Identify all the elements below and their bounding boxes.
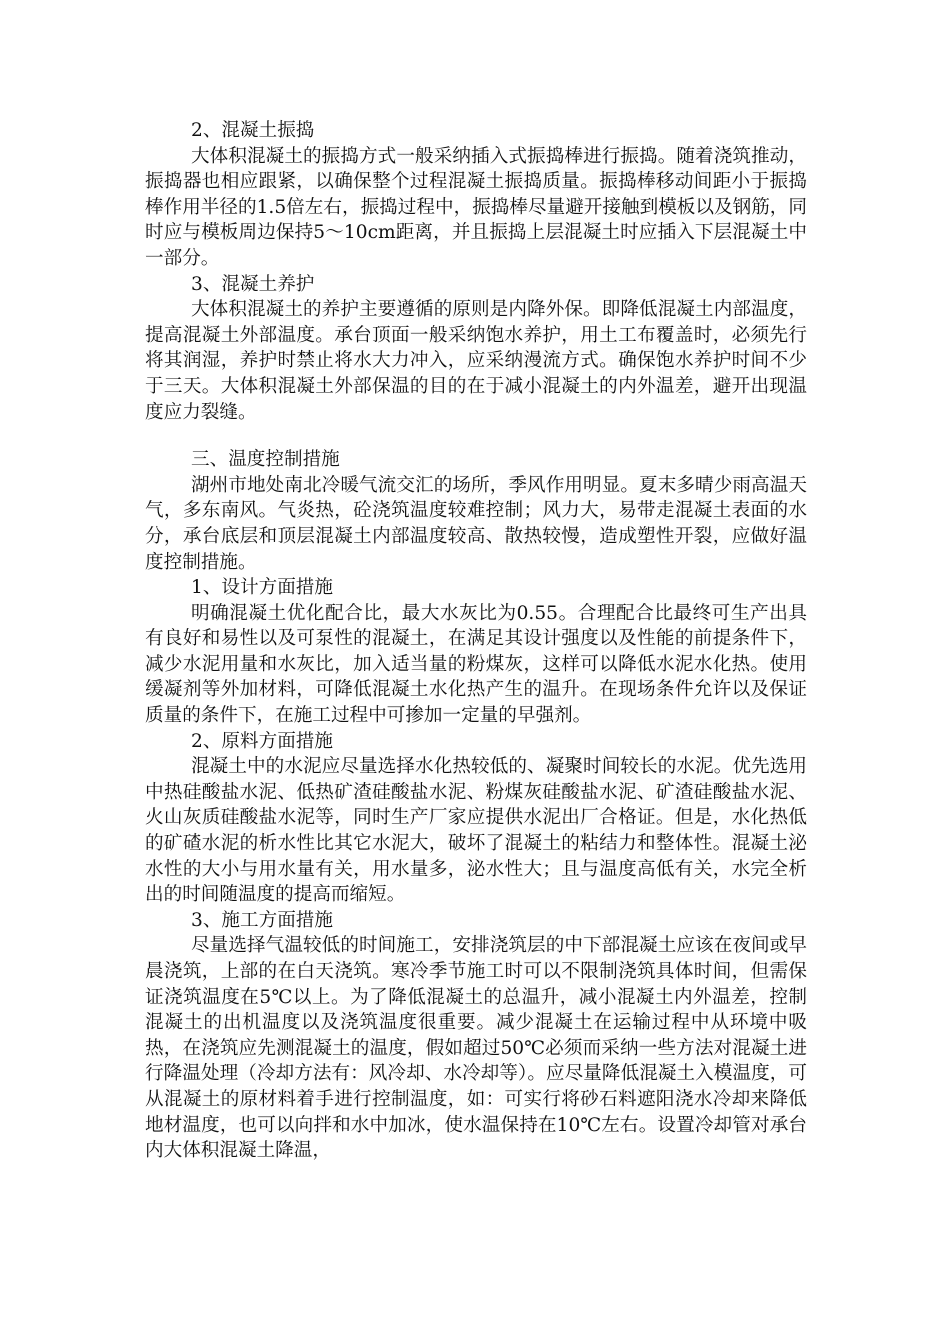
section-spacer xyxy=(145,425,807,447)
section-heading-temperature-control: 三、温度控制措施 xyxy=(191,449,340,471)
paragraph-design-measures: 明确混凝土优化配合比，最大水灰比为0.55。合理配合比最终可生产出具有良好和易性以及可泵性的混凝土，在满足其设计强度以及性能的前提条件下，减少水泥用量和水灰比，加入适当量的粉煤灰，这样可以降低水泥水化热。使用缓凝剂等外加材料，可降低混凝土水化热产生的温升。在现场条件允许以及保证质量的条件下，在施工过程中可掺加一定量的早强剂。 xyxy=(145,602,807,727)
section-heading-vibration: 2、混凝土振捣 xyxy=(191,120,315,141)
paragraph-vibration: 大体积混凝土的振捣方式一般采纳插入式振捣棒进行振捣。随着浇筑推动，振捣器也相应跟紧，以确保整个过程混凝土振捣质量。振捣棒移动间距小于振捣棒作用半径的1.5倍左右，振捣过程中，振捣棒尽量避开接触到模板以及钢筋，同时应与模板周边保持5～10cm距离，并且振捣上层混凝土时应插入下层混凝土中一部分。 xyxy=(145,145,807,269)
paragraph-construction-measures: 尽量选择气温较低的时间施工，安排浇筑层的中下部混凝土应该在夜间或早晨浇筑，上部的在白天浇筑。寒冷季节施工时可以不限制浇筑具体时间，但需保证浇筑温度在5℃以上。为了降低混凝土的总温升，减小混凝土内外温差，控制混凝土的出机温度以及浇筑温度很重要。减少混凝土在运输过程中从环境中吸热，在浇筑应先测混凝土的温度，假如超过50℃必须而采纳一些方法对混凝土进行降温处理（冷却方法有：风冷却、水冷却等）。应尽量降低混凝土入模温度，可从混凝土的原材料着手进行控制温度，如：可实行将砂石料遮阳浇水冷却来降低地材温度，也可以向拌和水中加冰，使水温保持在10℃左右。设置冷却管对承台内大体积混凝土降温， xyxy=(145,935,807,1162)
section-heading-design-measures: 1、设计方面措施 xyxy=(191,577,333,599)
section-heading-curing: 3、混凝土养护 xyxy=(191,273,315,295)
section-heading-material-measures: 2、原料方面措施 xyxy=(191,730,333,752)
document-page xyxy=(145,118,807,1164)
paragraph-temperature-control: 湖州市地处南北冷暖气流交汇的场所，季风作用明显。夏末多晴少雨高温天气，多东南风。气炎热，砼浇筑温度较难控制；风力大，易带走混凝土表面的水分，承台底层和顶层混凝土内部温度较高、散热较慢，造成塑性开裂，应做好温度控制措施。 xyxy=(145,474,807,573)
paragraph-material-measures: 混凝土中的水泥应尽量选择水化热较低的、凝聚时间较长的水泥。优先选用中热硅酸盐水泥、低热矿渣硅酸盐水泥、粉煤灰硅酸盐水泥、矿渣硅酸盐水泥、火山灰质硅酸盐水泥等，同时生产厂家应提供水泥出厂合格证。但是，水化热低的矿碴水泥的析水性比其它水泥大，破坏了混凝土的粘结力和整体性。混凝土泌水性的大小与用水量有关，用水量多，泌水性大；且与温度高低有关，水完全析出的时间随温度的提高而缩短。 xyxy=(145,756,807,906)
section-heading-construction-measures: 3、施工方面措施 xyxy=(191,909,333,931)
paragraph-curing: 大体积混凝土的养护主要遵循的原则是内降外保。即降低混凝土内部温度，提高混凝土外部温度。承台顶面一般采纳饱水养护，用土工布覆盖时，必须先行将其润湿，养护时禁止将水大力冲入，应采纳漫流方式。确保饱水养护时间不少于三天。大体积混凝土外部保温的目的在于减小混凝土的内外温差，避开出现温度应力裂缝。 xyxy=(145,299,807,423)
